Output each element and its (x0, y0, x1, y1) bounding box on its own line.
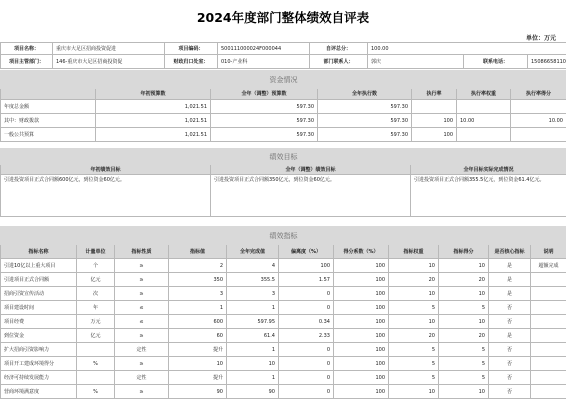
ind-unit (77, 343, 115, 357)
ind-nature: ≥ (115, 287, 169, 301)
ind-coef: 100 (334, 315, 389, 329)
ind-score: 5 (439, 357, 489, 371)
ind-score: 10 (439, 287, 489, 301)
ind-unit: 亿元 (77, 273, 115, 287)
ind-nature: ≥ (115, 385, 169, 399)
ind-header-nature: 指标性质 (115, 245, 169, 259)
ind-note (531, 329, 566, 343)
funds-row-executed: 597.30 (318, 128, 412, 142)
goals-header-actual: 全年目标实际完成情况 (411, 165, 566, 175)
indicator-row (1, 273, 566, 287)
ind-nature: ≤ (115, 315, 169, 329)
ind-unit: % (77, 385, 115, 399)
project-code-value: 500111000024F000044 (218, 43, 310, 55)
ind-nature: ≥ (115, 357, 169, 371)
funds-row-adjusted: 597.30 (211, 128, 318, 142)
goal-initial: 引进投资项目正式合同额600亿元，到位资金60亿元。 (1, 175, 211, 217)
ind-score: 20 (439, 329, 489, 343)
indicators-table (0, 226, 566, 399)
ind-core: 否 (489, 301, 531, 315)
ind-core: 否 (489, 315, 531, 329)
funds-row (1, 114, 566, 128)
indicator-row (1, 385, 566, 399)
ind-header-score: 指标得分 (439, 245, 489, 259)
finance-label: 财政归口处室： (165, 55, 218, 69)
funds-row-weight: 10.00 (457, 114, 511, 128)
ind-header-note: 说明 (531, 245, 566, 259)
funds-row-weight (457, 100, 511, 114)
ind-header-target: 指标值 (169, 245, 227, 259)
ind-note (531, 343, 566, 357)
funds-row-budget: 1,021.51 (96, 128, 211, 142)
ind-core: 否 (489, 385, 531, 399)
self-score-label: 自评总分： (310, 43, 368, 55)
ind-deviation: 0 (279, 357, 334, 371)
ind-coef: 100 (334, 259, 389, 273)
ind-deviation: 0.34 (279, 315, 334, 329)
ind-nature: ≥ (115, 329, 169, 343)
funds-section-title: 资金情况 (1, 71, 566, 89)
ind-deviation: 0 (279, 343, 334, 357)
ind-nature: 定性 (115, 343, 169, 357)
ind-unit: % (77, 357, 115, 371)
phone-value: 15086658110 (528, 55, 566, 69)
goals-header-initial: 年初绩效目标 (1, 165, 211, 175)
ind-target: 90 (169, 385, 227, 399)
ind-target: 350 (169, 273, 227, 287)
funds-row (1, 100, 566, 114)
project-name-value: 重庆市大足区招商投资促进 (53, 43, 165, 55)
ind-name: 引进项目正式合同额 (1, 273, 77, 287)
funds-row-score: 10.00 (511, 114, 566, 128)
goals-table (0, 148, 566, 217)
ind-weight: 5 (389, 301, 439, 315)
indicators-section-title: 绩效指标 (1, 227, 566, 245)
ind-core: 否 (489, 357, 531, 371)
ind-name: 经济可持续发展能力 (1, 371, 77, 385)
ind-note (531, 357, 566, 371)
funds-row-adjusted: 597.30 (211, 100, 318, 114)
indicators-header-row (1, 245, 566, 259)
ind-target: 2 (169, 259, 227, 273)
ind-weight: 20 (389, 329, 439, 343)
ind-weight: 5 (389, 357, 439, 371)
ind-coef: 100 (334, 287, 389, 301)
self-score-value: 100.00 (368, 43, 566, 55)
indicator-row (1, 301, 566, 315)
ind-core: 是 (489, 273, 531, 287)
ind-note (531, 315, 566, 329)
ind-actual: 4 (227, 259, 279, 273)
ind-core: 是 (489, 259, 531, 273)
ind-target: 1 (169, 301, 227, 315)
ind-nature: ≤ (115, 301, 169, 315)
funds-header-rate: 执行率 (412, 89, 457, 100)
funds-row-label: 其中：财政拨款 (1, 114, 96, 128)
ind-name: 项目经费 (1, 315, 77, 329)
funds-header-score: 执行率得分 (511, 89, 566, 100)
ind-header-unit: 计量单位 (77, 245, 115, 259)
ind-coef: 100 (334, 301, 389, 315)
ind-note (531, 371, 566, 385)
goal-actual: 引进投资项目正式合同额355.5亿元，到位资金61.4亿元。 (411, 175, 566, 217)
ind-unit: 年 (77, 301, 115, 315)
ind-score: 5 (439, 343, 489, 357)
ind-core: 是 (489, 329, 531, 343)
ind-score: 10 (439, 385, 489, 399)
goal-adjusted: 引进投资项目正式合同额350亿元，到位资金60亿元。 (211, 175, 411, 217)
ind-actual: 355.5 (227, 273, 279, 287)
ind-core: 是 (489, 287, 531, 301)
funds-row (1, 128, 566, 142)
ind-nature: ≥ (115, 259, 169, 273)
funds-row-executed: 597.30 (318, 114, 412, 128)
contact-label: 部门联系人： (310, 55, 368, 69)
indicator-row (1, 371, 566, 385)
funds-row-score (511, 128, 566, 142)
ind-target: 600 (169, 315, 227, 329)
ind-score: 5 (439, 301, 489, 315)
ind-weight: 5 (389, 371, 439, 385)
ind-actual: 597.95 (227, 315, 279, 329)
info-table (0, 42, 566, 69)
ind-coef: 100 (334, 343, 389, 357)
indicator-row (1, 315, 566, 329)
ind-nature: 定性 (115, 371, 169, 385)
goals-header-adjusted: 全年（调整）绩效目标 (211, 165, 411, 175)
ind-unit: 万元 (77, 315, 115, 329)
funds-row-rate: 100 (412, 128, 457, 142)
project-code-label: 项目编码： (165, 43, 218, 55)
contact-value: 郭庆 (368, 55, 464, 69)
funds-row-label: 一般公共预算 (1, 128, 96, 142)
funds-row-score (511, 100, 566, 114)
project-name-label: 项目名称： (1, 43, 53, 55)
funds-row-budget: 1,021.51 (96, 100, 211, 114)
funds-header-blank (1, 89, 96, 100)
ind-coef: 100 (334, 385, 389, 399)
funds-row-executed: 597.30 (318, 100, 412, 114)
ind-target: 提升 (169, 343, 227, 357)
ind-unit: 次 (77, 287, 115, 301)
ind-note (531, 273, 566, 287)
ind-unit: 个 (77, 259, 115, 273)
ind-actual: 1 (227, 343, 279, 357)
ind-coef: 100 (334, 357, 389, 371)
ind-header-coef: 得分系数（%） (334, 245, 389, 259)
ind-core: 否 (489, 343, 531, 357)
ind-core: 否 (489, 371, 531, 385)
funds-header-budget: 年初预算数 (96, 89, 211, 100)
ind-weight: 20 (389, 273, 439, 287)
ind-weight: 10 (389, 315, 439, 329)
ind-weight: 10 (389, 287, 439, 301)
finance-value: 010-产业科 (218, 55, 310, 69)
ind-deviation: 0 (279, 287, 334, 301)
ind-weight: 10 (389, 385, 439, 399)
funds-table (0, 70, 566, 142)
ind-actual: 90 (227, 385, 279, 399)
ind-coef: 100 (334, 273, 389, 287)
funds-row-weight (457, 128, 511, 142)
ind-note (531, 301, 566, 315)
ind-deviation: 0 (279, 385, 334, 399)
page-title: 2024年度部门整体绩效自评表 (196, 10, 370, 25)
ind-actual: 3 (227, 287, 279, 301)
dept-label: 项目主管部门： (1, 55, 53, 69)
ind-name: 项目开工建成环境得分 (1, 357, 77, 371)
ind-deviation: 2.33 (279, 329, 334, 343)
funds-row-label: 年度总金额 (1, 100, 96, 114)
funds-row-rate (412, 100, 457, 114)
ind-note (531, 287, 566, 301)
ind-score: 10 (439, 259, 489, 273)
funds-row-adjusted: 597.30 (211, 114, 318, 128)
ind-actual: 61.4 (227, 329, 279, 343)
ind-note (531, 385, 566, 399)
ind-weight: 10 (389, 259, 439, 273)
funds-row-budget: 1,021.51 (96, 114, 211, 128)
ind-name: 扩大招商引资影响力 (1, 343, 77, 357)
ind-deviation: 100 (279, 259, 334, 273)
ind-actual: 1 (227, 371, 279, 385)
ind-name: 到位资金 (1, 329, 77, 343)
unit-label: 单位：万元 (525, 35, 556, 42)
ind-header-weight: 指标权重 (389, 245, 439, 259)
indicator-row (1, 287, 566, 301)
ind-header-core: 是否核心指标 (489, 245, 531, 259)
ind-name: 招商引资宣传活动 (1, 287, 77, 301)
ind-score: 20 (439, 273, 489, 287)
indicator-row (1, 259, 566, 273)
funds-header-adjusted: 全年（调整）预算数 (211, 89, 318, 100)
indicator-row (1, 343, 566, 357)
indicator-row (1, 357, 566, 371)
ind-actual: 1 (227, 301, 279, 315)
dept-value: 146-重庆市大足区招商投资促 (53, 55, 165, 69)
indicator-row (1, 329, 566, 343)
ind-target: 3 (169, 287, 227, 301)
ind-weight: 5 (389, 343, 439, 357)
ind-deviation: 1.57 (279, 273, 334, 287)
ind-header-name: 指标名称 (1, 245, 77, 259)
funds-header-executed: 全年执行数 (318, 89, 412, 100)
ind-name: 营商环境满意度 (1, 385, 77, 399)
phone-label: 联系电话： (464, 55, 528, 69)
ind-coef: 100 (334, 371, 389, 385)
ind-unit (77, 371, 115, 385)
ind-actual: 10 (227, 357, 279, 371)
ind-target: 提升 (169, 371, 227, 385)
ind-name: 引进10亿以上重大项目 (1, 259, 77, 273)
ind-deviation: 0 (279, 371, 334, 385)
ind-target: 10 (169, 357, 227, 371)
ind-nature: ≥ (115, 273, 169, 287)
ind-name: 项目建设时间 (1, 301, 77, 315)
goals-section-title: 绩效目标 (1, 149, 566, 165)
funds-row-rate: 100 (412, 114, 457, 128)
ind-header-deviation: 偏离度（%） (279, 245, 334, 259)
ind-header-actual: 全年完成值 (227, 245, 279, 259)
ind-note: 超额完成 (531, 259, 566, 273)
ind-coef: 100 (334, 329, 389, 343)
ind-score: 10 (439, 315, 489, 329)
funds-header-weight: 执行率权重 (457, 89, 511, 100)
ind-deviation: 0 (279, 301, 334, 315)
ind-score: 5 (439, 371, 489, 385)
ind-unit: 亿元 (77, 329, 115, 343)
ind-target: 60 (169, 329, 227, 343)
